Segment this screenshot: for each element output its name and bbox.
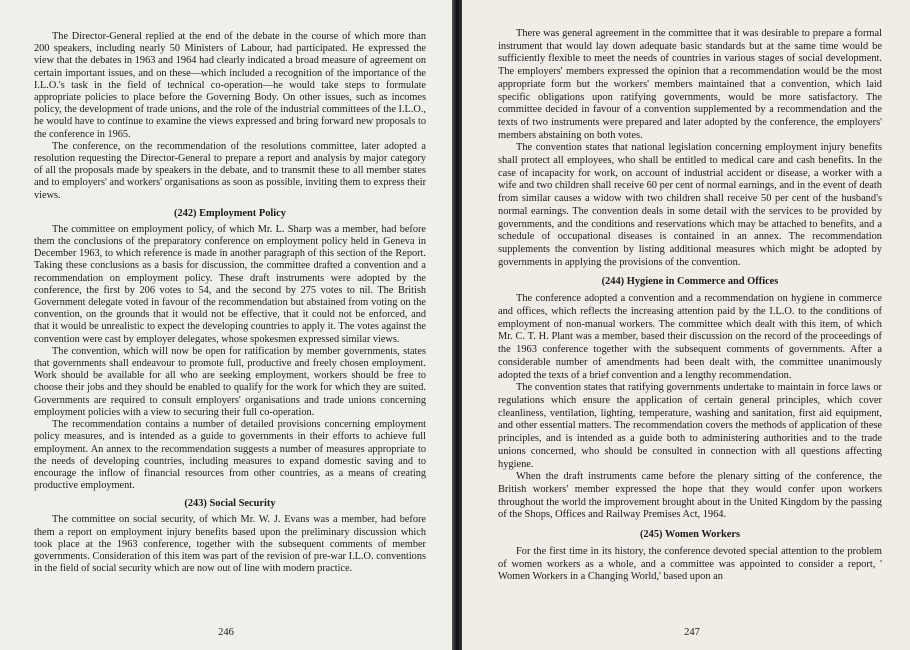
section-heading-women-workers: (245) Women Workers — [639, 529, 741, 541]
paragraph: The convention states that national legislation concerning employment injury benefits shall protect all employees, who shall be entitled to medical care and cash benefits. In the case of incapacity for work, on account of industrial accident or disease, a worker with a wife and two children shall receive 60 per cent of normal earnings, and in the event of death from similar causes a widow with two children shall receive 50 per cent of the husband's normal earnings. The convention deals in some detail with the services to be provided by governments, and the conditions and reservations which may be attached to benefits, and a schedule of occupational diseases is contained in an annex. The recommendation supplements the convention by listing additional measures which might be adopted by governments in applying the provisions of the convention. — [498, 142, 882, 268]
paragraph: The recommendation contains a number of detailed provisions concerning employment policy measures, and is intended as a guide to governments in their efforts to achieve full employment. An annex to the recommendation suggests a number of measures appropriate to the needs of developing countries, including measures to expand domestic saving and to encourage the inflow of financial resources from other countries, as a means of creating productive employment. — [34, 419, 426, 492]
paragraph: There was general agreement in the committee that it was desirable to prepare a formal instrument that would lay down adequate basic standards but at the same time would be sufficiently flexible to meet the needs of countries in various stages of social development. The employers' members expressed the opinion that a recommendation would be the most appropriate form but the workers' members maintained that a convention, which laid specific obligations upon ratifying governments, would be more satisfactory. The committee decided in favour of a convention supplemented by a recommendation and the texts of two instruments were prepared and later adopted by the conference, the employers' members abstaining on both votes. — [498, 28, 882, 141]
paragraph: The conference, on the recommendation of the resolutions committee, later adopted a resolution requesting the Director-General to prepare a report and analysis by major category of all the proposals made by speakers in the debate, and to transmit these to all member states and to employers' and workers' organisations as soon as possible, inviting them to express their views. — [34, 140, 426, 201]
section-heading-social-security: (243) Social Security — [184, 498, 276, 510]
left-page — [0, 0, 452, 650]
paragraph: When the draft instruments came before the plenary sitting of the conference, the British workers' member expressed the hope that they would confer upon workers throughout the world the improvement brought about in the United Kingdom by the passing of the Shops, Offices and Railway Premises Act, 1964. — [498, 471, 882, 521]
section-heading-employment-policy: (242) Employment Policy — [174, 207, 286, 219]
paragraph: The convention states that ratifying governments undertake to maintain in force laws or regulations which ensure the application of certain general principles, which cover cleanliness, ventilation, lighting, temperature, washing and sanitation, first aid equipment, and other essential matters. The recommendation covers the methods of application of these principles, and is intended as a guide both to administering authorities and to the trade unions concerned, who should be consulted in connection with all questions affecting hygiene. — [498, 382, 882, 470]
page-number-right: 247 — [684, 627, 700, 638]
right-page — [462, 0, 910, 650]
paragraph: The convention, which will now be open for ratification by member governments, states that governments shall endeavour to promote full, productive and freely chosen employment. Work should be available for all who are seeking employment, workers should be free to choose their jobs and they should be enabled to qualify for the work for which they are suited. Governments are required to consult employers' organisations and trade unions concerning employment policies with a view to securing their full co-operation. — [34, 345, 426, 418]
section-heading-hygiene: (244) Hygiene in Commerce and Offices — [601, 276, 779, 288]
paragraph: The committee on employment policy, of which Mr. L. Sharp was a member, had before them the conclusions of the preparatory conference on employment policy held in Geneva in December 1963, to which reference is made in another paragraph of this section of the Report. Taking these conclusions as a basis for discussion, the committee drafted a convention and a recommendation on employment policy. These draft instruments were adopted by the conference, the first by 206 votes to 54, and the second by 275 votes to nil. The British Government delegate voted in favour of the recommendation but abstained from voting on the convention, on the grounds that it would not be effective, that it could not be enforced, and that it would be unrealistic to expect the developing countries to apply it. The votes against the convention were cast by employer delegates, whose spokesmen expressed similar views. — [34, 223, 426, 345]
paragraph: The conference adopted a convention and a recommendation on hygiene in commerce and offices, which reflects the increasing attention paid by the I.L.O. to the conditions of employment of non-manual workers. The committee which dealt with this item, of which Mr. C. T. H. Plant was a member, based their discussion on the record of the proceedings of the 1963 conference together with the subsequent comments of governments. After a considerable number of amendments had been dealt with, the committee unanimously adopted the texts of a brief convention and a lengthy recommendation. — [498, 293, 882, 381]
paragraph: For the first time in its history, the conference devoted special attention to the problem of women workers as a whole, and a committee was appointed to consider a report, ' Women Workers in a Changing World,' based upon an — [498, 546, 882, 583]
paragraph: The Director-General replied at the end of the debate in the course of which more than 200 speakers, including nearly 50 Ministers of Labour, had participated. He expressed the view that the debates in 1963 and 1964 had clearly indicated a broad measure of agreement on certain important issues, and on these—which included a recognition of the importance of the I.L.O.'s task in the field of technical co-operation—he would take steps to formulate appropriate policies to place before the Governing Body. On other issues, such as incomes policy, the development of trade unions, and the role of the industrial committees of the I.L.O., he would have to continue to examine the views expressed and bring forward new proposals to the conference in 1965. — [34, 31, 426, 140]
paragraph: The committee on social security, of which Mr. W. J. Evans was a member, had before them a report on employment injury benefits based upon the preliminary discussion which took place at the 1963 conference, together with the subsequent comments of member governments. Consideration of this item was part of the revision of pre-war I.L.O. conventions in the field of social security which are now out of line with modern practice. — [34, 514, 426, 575]
left-intro — [34, 31, 426, 202]
page-number-left: 246 — [218, 627, 234, 638]
book-gutter — [452, 0, 462, 650]
